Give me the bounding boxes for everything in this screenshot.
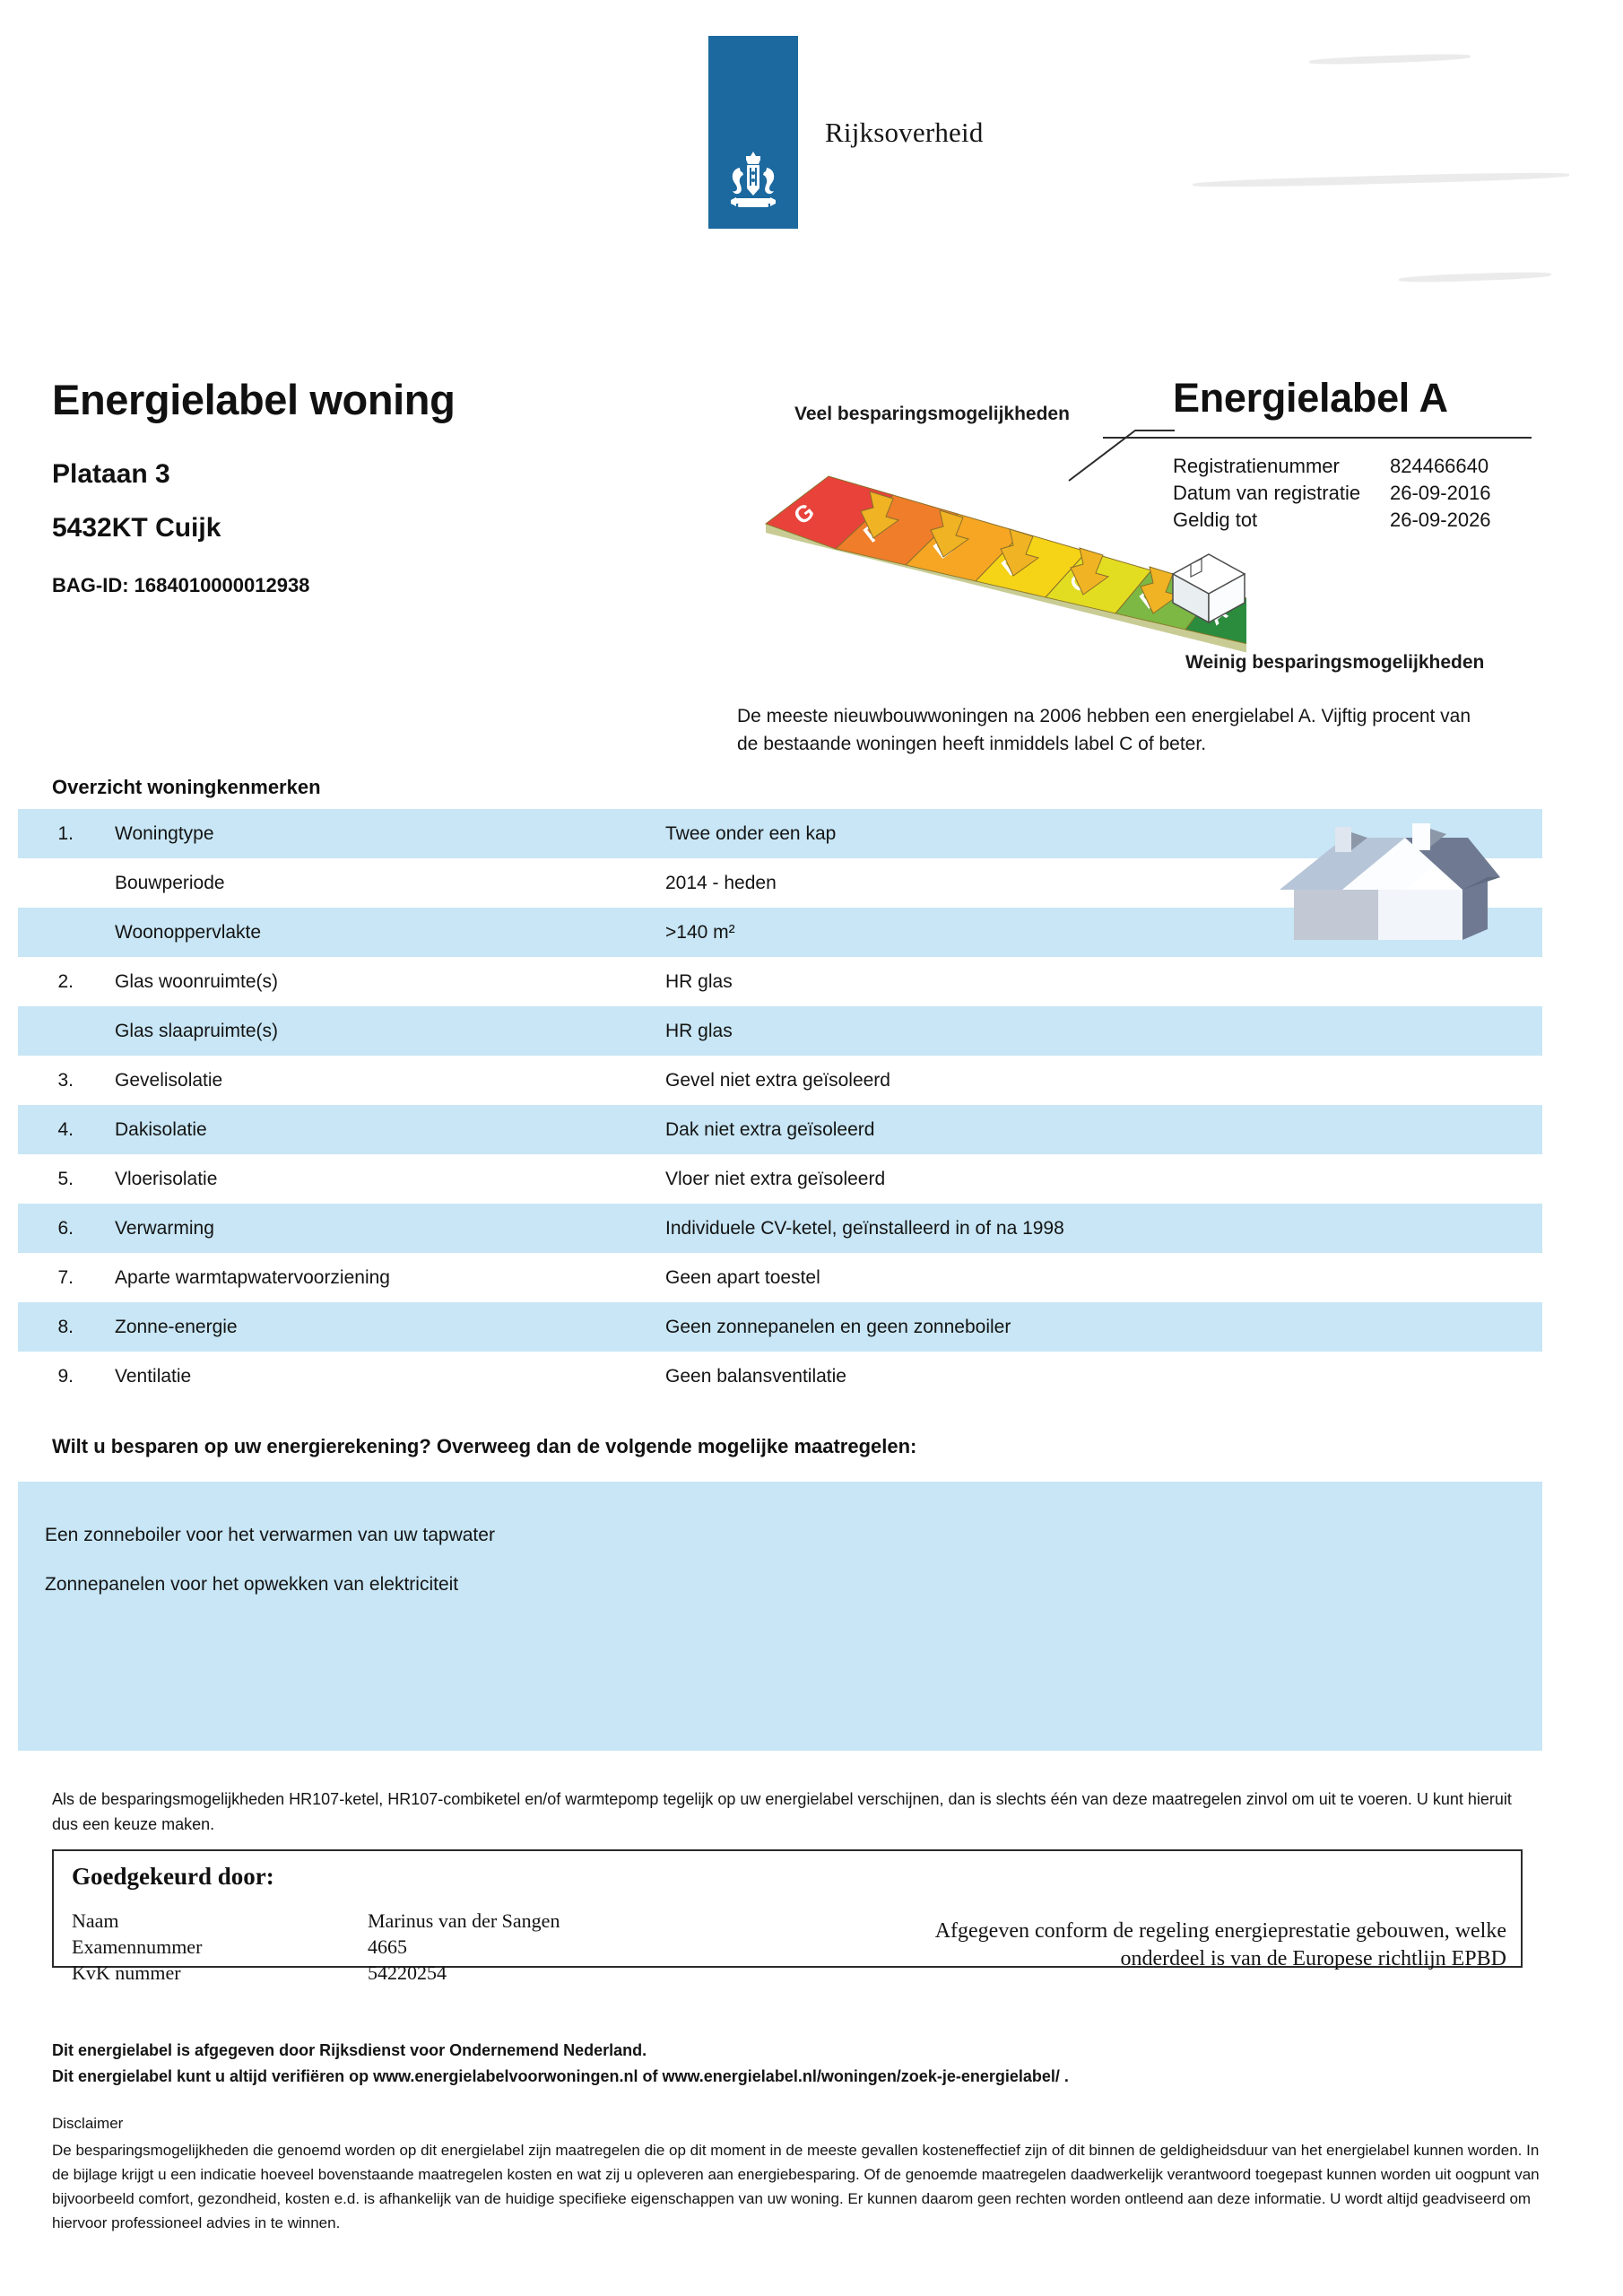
table-row bbox=[18, 1105, 1542, 1154]
measures-note: Als de besparingsmogelijkheden HR107-ketel, HR107-combiketel en/of warmtepomp tegelijk op uw energielabel verschijnen, dan is slechts één van deze maatregelen zinvol om uit te voeren. U kunt hieruit dus een keuze maken. bbox=[52, 1790, 1512, 1833]
measures-heading: Wilt u besparen op uw energierekening? Overweeg dan de volgende mogelijke maatregelen: bbox=[52, 1435, 917, 1457]
metadata-key: Geldig tot bbox=[1173, 509, 1258, 531]
row-key: Woningtype bbox=[115, 822, 214, 844]
dutch-coat-of-arms-icon bbox=[722, 150, 785, 216]
label-divider bbox=[1103, 437, 1532, 439]
row-value: Vloer niet extra geïsoleerd bbox=[665, 1168, 886, 1189]
scale-top-caption: Veel besparingsmogelijkheden bbox=[794, 404, 1070, 424]
row-value: 2014 - heden bbox=[665, 872, 777, 893]
metadata-row bbox=[1173, 480, 1491, 507]
metadata-key: Registratienummer bbox=[1173, 455, 1340, 477]
row-value: Geen balansventilatie bbox=[665, 1365, 846, 1387]
row-number: 2. bbox=[57, 970, 74, 992]
scan-artifact bbox=[1309, 53, 1471, 65]
row-number: 4. bbox=[57, 1118, 74, 1140]
metadata-row bbox=[1173, 453, 1491, 480]
scan-artifact bbox=[1193, 171, 1569, 189]
energy-label-heading: Energielabel A bbox=[1173, 375, 1448, 421]
row-key: Glas woonruimte(s) bbox=[115, 970, 279, 992]
row-key: Bouwperiode bbox=[115, 872, 225, 893]
callout-line bbox=[1067, 422, 1175, 484]
row-key: Verwarming bbox=[115, 1217, 214, 1239]
table-row bbox=[18, 1006, 1542, 1056]
row-key: Gevelisolatie bbox=[115, 1069, 223, 1091]
table-row bbox=[18, 1302, 1542, 1352]
row-value: Gevel niet extra geïsoleerd bbox=[665, 1069, 890, 1091]
scan-artifact bbox=[1399, 271, 1551, 283]
approval-value: Marinus van der Sangen bbox=[368, 1909, 560, 1932]
row-number: 5. bbox=[57, 1168, 74, 1189]
scale-bottom-caption: Weinig besparingsmogelijkheden bbox=[1185, 652, 1485, 673]
approval-row bbox=[72, 1934, 560, 1960]
row-number: 8. bbox=[57, 1316, 74, 1337]
row-key: Vloerisolatie bbox=[115, 1168, 218, 1189]
approval-key: KvK nummer bbox=[72, 1961, 181, 1984]
row-value: Geen apart toestel bbox=[665, 1266, 820, 1288]
measure-item: Een zonneboiler voor het verwarmen van uw tapwater bbox=[45, 1525, 495, 1545]
approval-title: Goedgekeurd door: bbox=[72, 1863, 274, 1890]
metadata-row bbox=[1173, 507, 1491, 534]
label-metadata bbox=[1173, 453, 1491, 534]
row-value: HR glas bbox=[665, 1020, 733, 1041]
row-number: 6. bbox=[57, 1217, 74, 1239]
approval-key: Naam bbox=[72, 1909, 119, 1932]
measures-box bbox=[18, 1482, 1542, 1751]
approval-key: Examennummer bbox=[72, 1935, 203, 1958]
row-key: Woonoppervlakte bbox=[115, 921, 262, 943]
table-row bbox=[18, 1253, 1542, 1302]
disclaimer-body: De besparingsmogelijkheden die genoemd worden op dit energielabel zijn maatregelen die op dit moment in de meeste gevallen kosteneffectief zijn of dit binnen de geldigheidsduur van het energielabel kunnen worden. In de bijlage krijgt u een indicatie hoeveel bovenstaande maatregelen kosten en wat zij u opleveren aan energiebesparing. Of de genoemde maatregelen daadwerkelijk verantwoord toegepast kunnen worden uit oogpunt van bijvoorbeeld comfort, gezondheid, kosten e.d. is afhankelijk van de huidige specifieke eigenschappen van uw woning. Er kunnen daarom geen rechten worden ontleend aan deze informatie. U wordt altijd geadviseerd om hiervoor professioneel advies in te winnen. bbox=[52, 2142, 1540, 2231]
approval-statement: Afgegeven conform de regeling energieprestatie gebouwen, welke onderdeel is van de Europese richtlijn EPBD bbox=[934, 1919, 1506, 1970]
row-value: HR glas bbox=[665, 970, 733, 992]
row-key: Zonne-energie bbox=[115, 1316, 238, 1337]
svg-text:G: G bbox=[788, 497, 820, 530]
table-row bbox=[18, 1056, 1542, 1105]
approval-value: 54220254 bbox=[368, 1961, 447, 1984]
row-value: Geen zonnepanelen en geen zonneboiler bbox=[665, 1316, 1011, 1337]
row-key: Ventilatie bbox=[115, 1365, 192, 1387]
table-row bbox=[18, 1154, 1542, 1204]
address-line-1: Plataan 3 bbox=[52, 459, 170, 489]
footer-line-2: Dit energielabel kunt u altijd verifiëren op www.energielabelvoorwoningen.nl of www.energielabel.nl/woningen/zoek-je-energielabel/ . bbox=[52, 2067, 1069, 2085]
label-explanation: De meeste nieuwbouwwoningen na 2006 hebben een energielabel A. Vijftig procent van de bestaande woningen heeft inmiddels label C of beter. bbox=[737, 706, 1471, 754]
row-value: Dak niet extra geïsoleerd bbox=[665, 1118, 875, 1140]
address-line-2: 5432KT Cuijk bbox=[52, 513, 221, 543]
disclaimer-title: Disclaimer bbox=[52, 2115, 124, 2132]
row-key: Dakisolatie bbox=[115, 1118, 207, 1140]
footer-issuer-lines bbox=[52, 2038, 1069, 2090]
row-key: Glas slaapruimte(s) bbox=[115, 1020, 279, 1041]
row-value: >140 m² bbox=[665, 921, 735, 943]
rijksoverheid-logo bbox=[708, 36, 984, 229]
semi-detached-house-illustration bbox=[1269, 807, 1511, 942]
approval-row bbox=[72, 1908, 560, 1934]
measure-item: Zonnepanelen voor het opwekken van elektriciteit bbox=[45, 1574, 459, 1595]
characteristics-section-title: Overzicht woningkenmerken bbox=[52, 776, 321, 798]
organisation-name: Rijksoverheid bbox=[825, 116, 984, 148]
logo-blue-bar bbox=[708, 36, 798, 229]
metadata-key: Datum van registratie bbox=[1173, 482, 1361, 504]
table-row bbox=[18, 957, 1542, 1006]
approval-value: 4665 bbox=[368, 1935, 407, 1958]
page-title: Energielabel woning bbox=[52, 376, 456, 423]
row-value: Individuele CV-ketel, geïnstalleerd in of na 1998 bbox=[665, 1217, 1064, 1239]
row-number: 3. bbox=[57, 1069, 74, 1091]
footer-line-1: Dit energielabel is afgegeven door Rijksdienst voor Ondernemend Nederland. bbox=[52, 2041, 647, 2059]
approval-details bbox=[72, 1908, 560, 1986]
table-row bbox=[18, 1352, 1542, 1401]
row-key: Aparte warmtapwatervoorziening bbox=[115, 1266, 390, 1288]
row-number: 1. bbox=[57, 822, 74, 844]
metadata-value: 26-09-2016 bbox=[1390, 482, 1491, 504]
row-number: 7. bbox=[57, 1266, 74, 1288]
row-value: Twee onder een kap bbox=[665, 822, 837, 844]
metadata-value: 26-09-2026 bbox=[1390, 509, 1491, 531]
table-row bbox=[18, 1204, 1542, 1253]
bag-id: BAG-ID: 1684010000012938 bbox=[52, 574, 310, 596]
metadata-value: 824466640 bbox=[1390, 455, 1489, 477]
approval-row bbox=[72, 1960, 560, 1986]
row-number: 9. bbox=[57, 1365, 74, 1387]
